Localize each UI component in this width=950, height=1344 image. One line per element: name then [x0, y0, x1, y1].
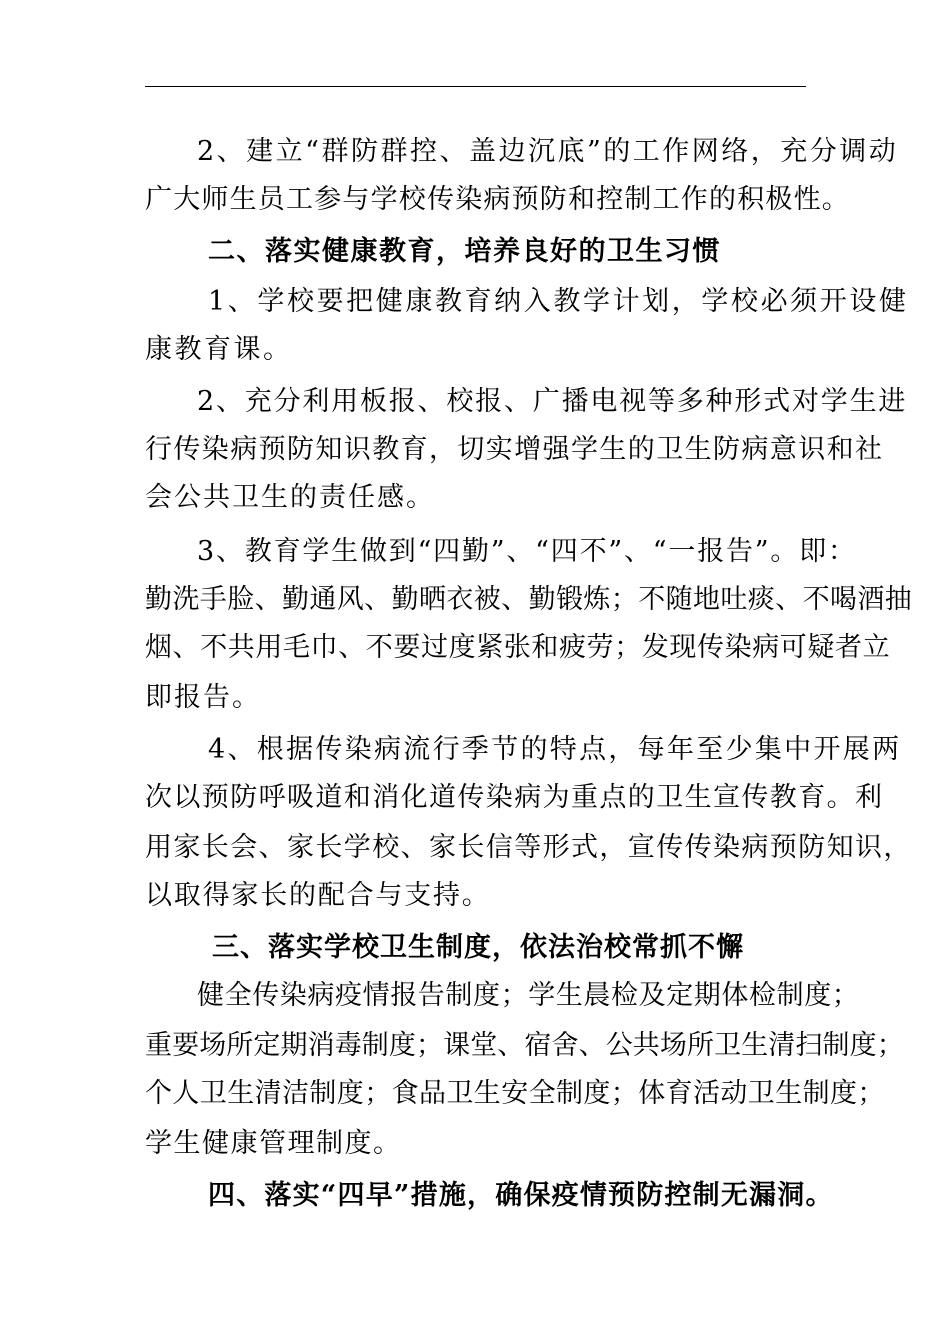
- section-heading-2: 二、落实健康教育，培养良好的卫生习惯: [208, 236, 721, 267]
- paragraph-line: 行传染病预防知识教育，切实增强学生的卫生防病意识和社: [145, 434, 884, 465]
- paragraph-line: 1、学校要把健康教育纳入教学计划，学校必须开设健: [208, 286, 909, 317]
- paragraph-line: 重要场所定期消毒制度；课堂、宿舍、公共场所卫生清扫制度；: [145, 1030, 904, 1061]
- paragraph-line: 烟、不共用毛巾、不要过度紧张和疲劳；发现传染病可疑者立: [145, 632, 891, 663]
- paragraph-line: 康教育课。: [145, 334, 293, 365]
- paragraph-line: 会公共卫生的责任感。: [145, 482, 435, 513]
- paragraph-line: 健全传染病疫情报告制度；学生晨检及定期体检制度；: [197, 980, 860, 1011]
- paragraph-line: 勤洗手脸、勤通风、勤晒衣被、勤锻炼；不随地吐痰、不喝酒抽: [145, 584, 913, 615]
- paragraph-line: 用家长会、家长学校、家长信等形式，宣传传染病预防知识，: [145, 832, 912, 863]
- paragraph-line: 2、充分利用板报、校报、广播电视等多种形式对学生进: [197, 386, 908, 417]
- paragraph-line: 2、建立“群防群控、盖边沉底”的工作网络，充分调动: [197, 136, 899, 167]
- header-rule: [145, 86, 806, 87]
- section-heading-3: 三、落实学校卫生制度，依法治校常抓不懈: [212, 932, 744, 963]
- paragraph-line: 即报告。: [145, 682, 261, 713]
- paragraph-line: 学生健康管理制度。: [145, 1128, 402, 1159]
- paragraph-line: 个人卫生清洁制度；食品卫生安全制度；体育活动卫生制度；: [145, 1078, 885, 1109]
- paragraph-line: 以取得家长的配合与支持。: [145, 880, 491, 911]
- paragraph-line: 4、根据传染病流行季节的特点，每年至少集中开展两: [208, 734, 902, 765]
- paragraph-line: 广大师生员工参与学校传染病预防和控制工作的积极性。: [145, 184, 850, 215]
- paragraph-line: 次以预防呼吸道和消化道传染病为重点的卫生宣传教育。利: [145, 782, 884, 813]
- paragraph-line: 3、教育学生做到“四勤”、“四不”、“一报告”。即：: [197, 536, 857, 567]
- section-heading-4: 四、落实“四早”措施，确保疫情预防控制无漏洞。: [208, 1180, 834, 1211]
